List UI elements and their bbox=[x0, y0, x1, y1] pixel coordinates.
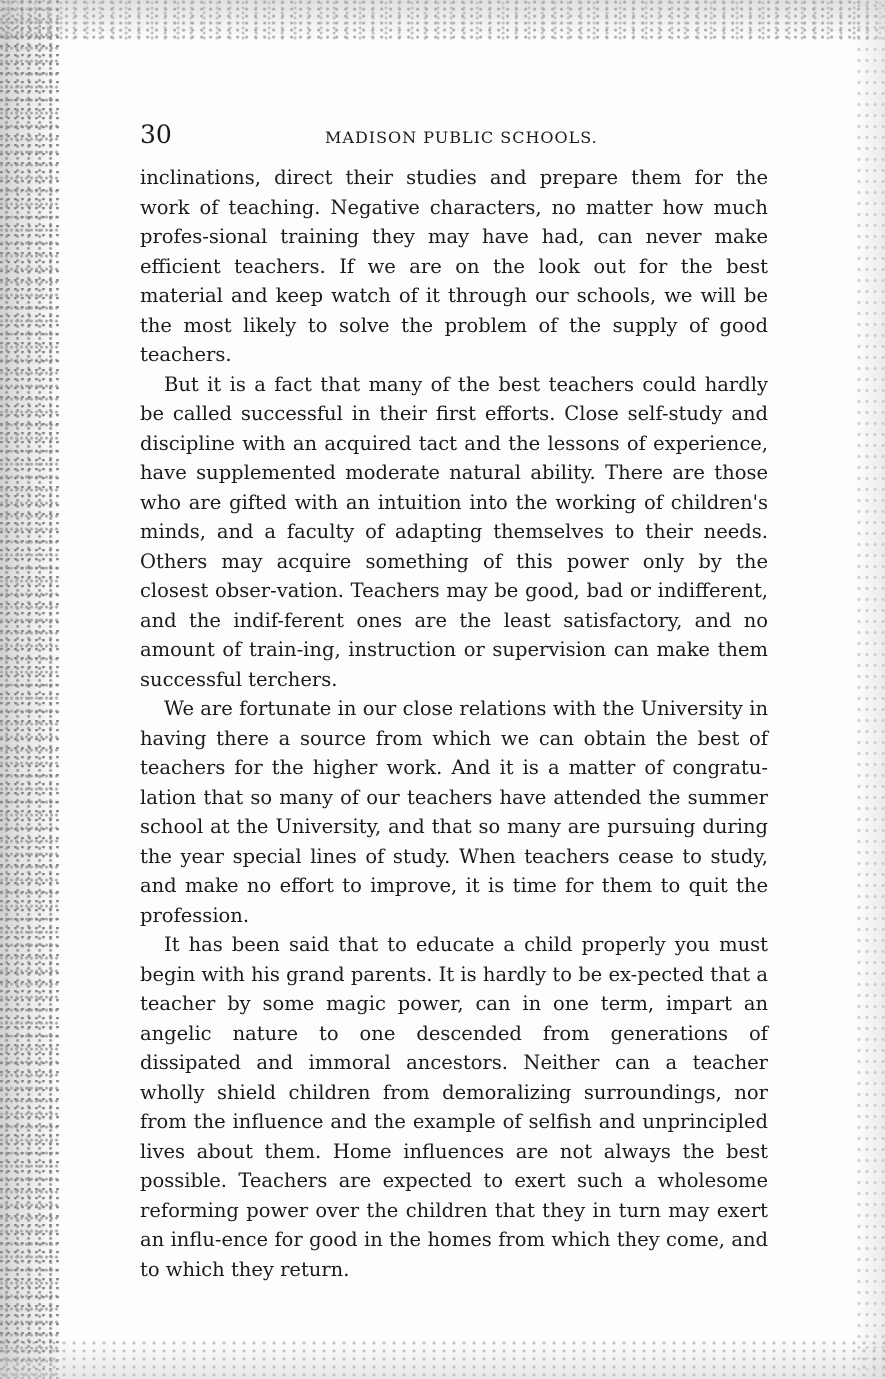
paragraph-continued: inclinations, direct their studies and prepare them for the work of teaching. Negative characters, no matter how much profes-sional training they may have had, can never make efficient teachers. If we are on the look out for the best material and keep watch of it through our schools, we will be the most likely to solve the problem of the supply of good teachers. bbox=[140, 166, 768, 366]
scan-edge-top bbox=[0, 0, 885, 40]
running-head: MADISON PUBLIC SCHOOLS. bbox=[325, 128, 598, 147]
scan-edge-bottom bbox=[0, 1339, 885, 1379]
page-header bbox=[140, 118, 770, 152]
page-number: 30 bbox=[140, 120, 172, 149]
scan-edge-right bbox=[855, 0, 885, 1379]
paragraph: It has been said that to educate a child properly you must begin with his grand parents. It is hardly to be ex-pected that a teacher by some magic power, can in one term, impart an angelic nature to one descended from generations of dissipated and immoral ancestors. Neither can a teacher wholly shield children from demoralizing surroundings, nor from the influence and the example of selfish and unprincipled lives about them. Home influences are not always the best possible. Teachers are expected to exert such a wholesome reforming power over the children that they in turn may exert an influ-ence for good in the homes from which they come, and to which they return. bbox=[140, 933, 768, 1281]
body-text bbox=[140, 163, 768, 1284]
scan-edge-left bbox=[0, 0, 60, 1379]
paragraph: We are fortunate in our close relations with the University in having there a source from which we can obtain the best of teachers for the higher work. And it is a matter of congratu-lation that so many of our teachers have attended the summer school at the University, and that so many are pursuing during the year special lines of study. When teachers cease to study, and make no effort to improve, it is time for them to quit the profession. bbox=[140, 697, 768, 927]
paragraph: But it is a fact that many of the best teachers could hardly be called successful in their first efforts. Close self-study and discipline with an acquired tact and the lessons of experience, have supplemented moderate natural ability. There are those who are gifted with an intuition into the working of children's minds, and a faculty of adapting themselves to their needs. Others may acquire something of this power only by the closest obser-vation. Teachers may be good, bad or indifferent, and the indif-ferent ones are the least satisfactory, and no amount of train-ing, instruction or supervision can make them successful terchers. bbox=[140, 372, 768, 691]
